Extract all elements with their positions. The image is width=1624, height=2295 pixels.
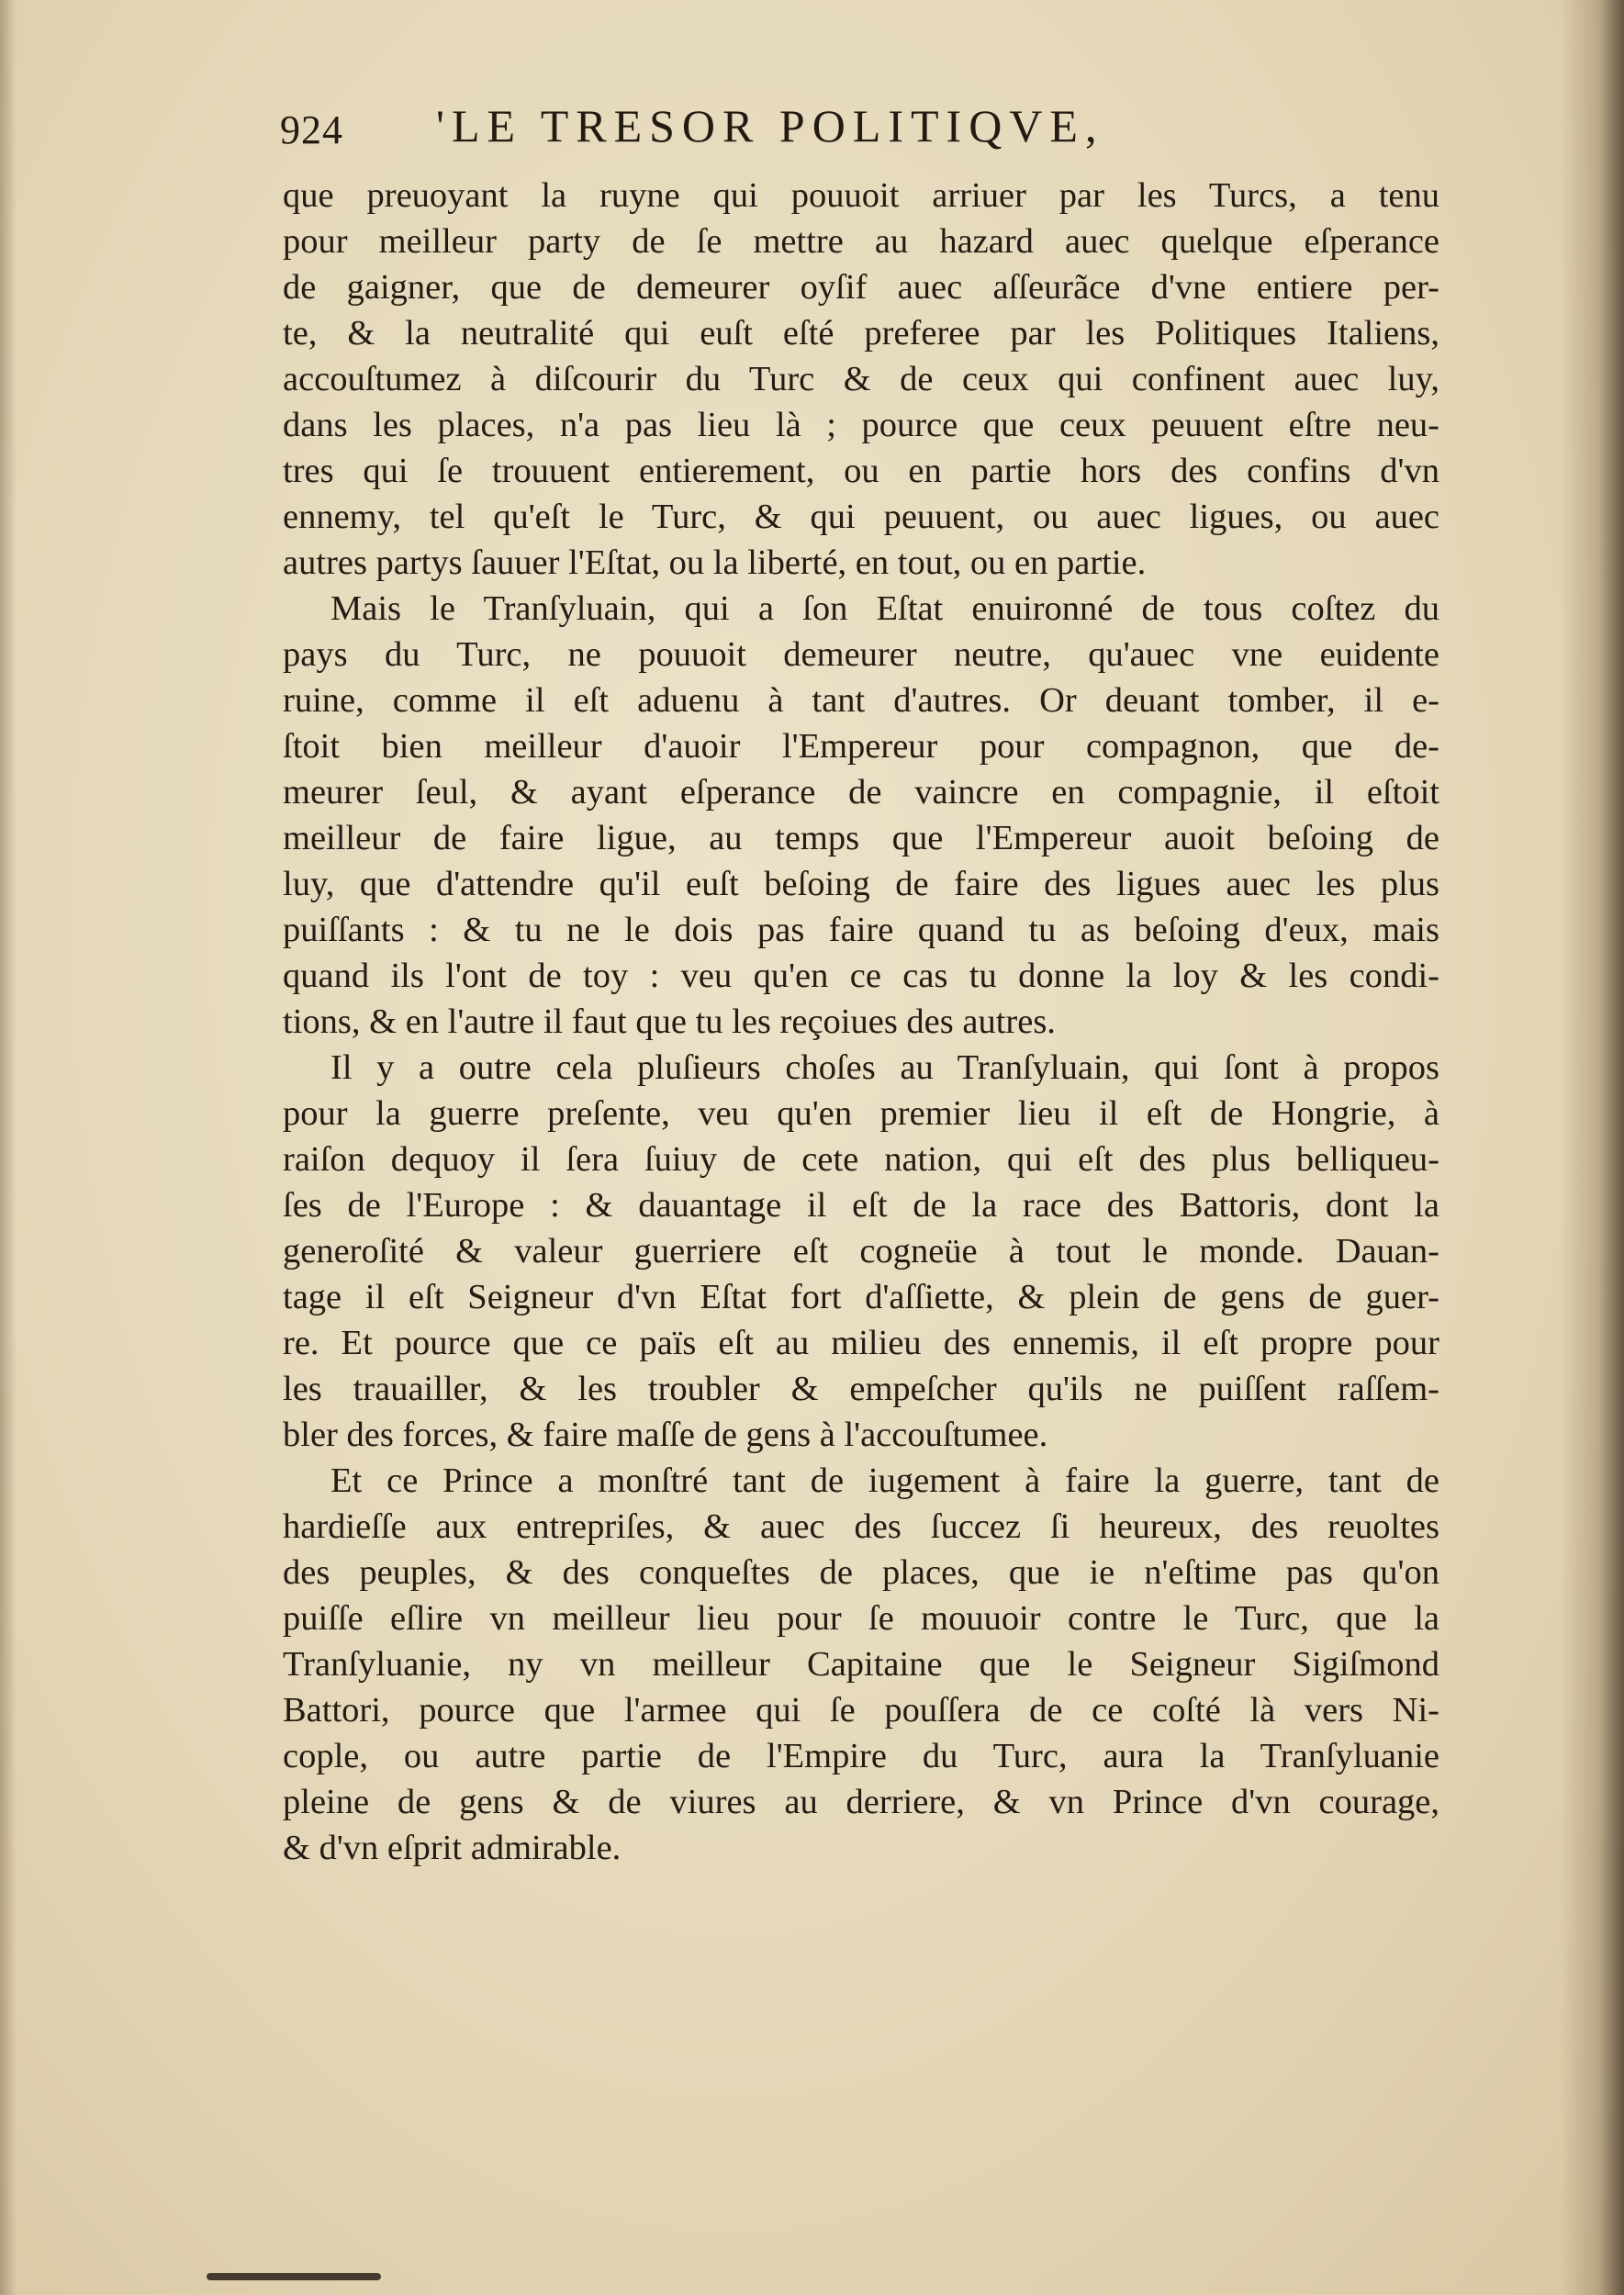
- paragraph: [283, 1045, 1439, 1458]
- text-line: puiſſants : & tu ne le dois pas faire quand tu as beſoing d'eux, mais: [283, 911, 1439, 949]
- text-line: quand ils l'ont de toy : veu qu'en ce cas tu donne la loy & les condi-: [283, 957, 1439, 995]
- text-line: ſes de l'Europe : & dauantage il eſt de la race des Battoris, dont la: [283, 1186, 1439, 1225]
- text-line: les trauailler, & les troubler & empeſcher qu'ils ne puiſſent raſſem-: [283, 1370, 1439, 1408]
- text-line: Il y a outre cela pluſieurs choſes au Tranſyluain, qui ſont à propos: [330, 1048, 1439, 1087]
- text-line: ennemy, tel qu'eſt le Turc, & qui peuuent, ou auec ligues, ou auec: [283, 498, 1439, 536]
- text-line: de gaigner, que de demeurer oyſif auec aſſeurãce d'vne entiere per-: [283, 268, 1439, 307]
- text-line: cople, ou autre partie de l'Empire du Turc, aura la Tranſyluanie: [283, 1737, 1439, 1775]
- paragraph: [283, 586, 1439, 1045]
- text-line: meurer ſeul, & ayant eſperance de vaincre en compagnie, il eſtoit: [283, 773, 1439, 812]
- text-line: Mais le Tranſyluain, qui a ſon Eſtat enuironné de tous coſtez du: [330, 589, 1439, 628]
- text-line: raiſon dequoy il ſera ſuiuy de cete nation, qui eſt des plus belliqueu-: [283, 1140, 1439, 1179]
- gutter-shadow: [1560, 0, 1624, 2295]
- paragraph: [283, 1458, 1439, 1871]
- running-title: 'LE TRESOR POLITIQVE,: [436, 100, 1104, 151]
- text-line: pleine de gens & de viures au derriere, & vn Prince d'vn courage,: [283, 1783, 1439, 1821]
- text-line: te, & la neutralité qui euſt eſté preferee par les Politiques Italiens,: [283, 314, 1439, 353]
- text-line: & d'vn eſprit admirable.: [283, 1829, 622, 1867]
- text-line: tions, & en l'autre il faut que tu les reçoiues des autres.: [283, 1002, 1056, 1041]
- text-line: pour la guerre preſente, veu qu'en premier lieu il eſt de Hongrie, à: [283, 1094, 1439, 1133]
- text-line: hardieſſe aux entrepriſes, & auec des ſuccez ſi heureux, des reuoltes: [283, 1507, 1439, 1546]
- text-line: re. Et pource que ce païs eſt au milieu des ennemis, il eſt propre pour: [283, 1324, 1439, 1362]
- paragraph: [283, 173, 1439, 586]
- running-head: [280, 99, 1290, 163]
- text-line: Et ce Prince a monſtré tant de iugement à faire la guerre, tant de: [330, 1461, 1439, 1500]
- text-line: Tranſyluanie, ny vn meilleur Capitaine que le Seigneur Sigiſmond: [283, 1645, 1439, 1684]
- text-line: pour meilleur party de ſe mettre au hazard auec quelque eſperance: [283, 222, 1439, 261]
- page-number: 924: [280, 107, 343, 152]
- text-line: generoſité & valeur guerriere eſt cogneüe à tout le monde. Dauan-: [283, 1232, 1439, 1271]
- text-line: que preuoyant la ruyne qui pouuoit arriuer par les Turcs, a tenu: [283, 176, 1439, 215]
- body-text: [283, 173, 1439, 1871]
- bottom-mark: [207, 2273, 381, 2280]
- text-line: des peuples, & des conqueſtes de places, que ie n'eſtime pas qu'on: [283, 1553, 1439, 1592]
- text-line: accouſtumez à diſcourir du Turc & de ceux qui confinent auec luy,: [283, 360, 1439, 398]
- text-line: luy, que d'attendre qu'il euſt beſoing de faire des ligues auec les plus: [283, 865, 1439, 903]
- text-line: puiſſe eſlire vn meilleur lieu pour ſe mouuoir contre le Turc, que la: [283, 1599, 1439, 1638]
- text-line: ſtoit bien meilleur d'auoir l'Empereur pour compagnon, que de-: [283, 727, 1439, 766]
- text-line: autres partys ſauuer l'Eſtat, ou la liberté, en tout, ou en partie.: [283, 543, 1147, 582]
- text-line: Battori, pource que l'armee qui ſe pouſſera de ce coſté là vers Ni-: [283, 1691, 1439, 1730]
- text-line: pays du Turc, ne pouuoit demeurer neutre, qu'auec vne euidente: [283, 635, 1439, 674]
- text-line: tage il eſt Seigneur d'vn Eſtat fort d'aſſiette, & plein de gens de guer-: [283, 1278, 1439, 1316]
- text-line: dans les places, n'a pas lieu là ; pource que ceux peuuent eſtre neu-: [283, 406, 1439, 444]
- text-line: tres qui ſe trouuent entierement, ou en partie hors des confins d'vn: [283, 452, 1439, 490]
- text-line: ruine, comme il eſt aduenu à tant d'autres. Or deuant tomber, il e-: [283, 681, 1439, 720]
- text-line: bler des forces, & faire maſſe de gens à l'accouſtumee.: [283, 1416, 1048, 1454]
- page-left-edge: [0, 0, 17, 2295]
- text-line: meilleur de faire ligue, au temps que l'Empereur auoit beſoing de: [283, 819, 1439, 857]
